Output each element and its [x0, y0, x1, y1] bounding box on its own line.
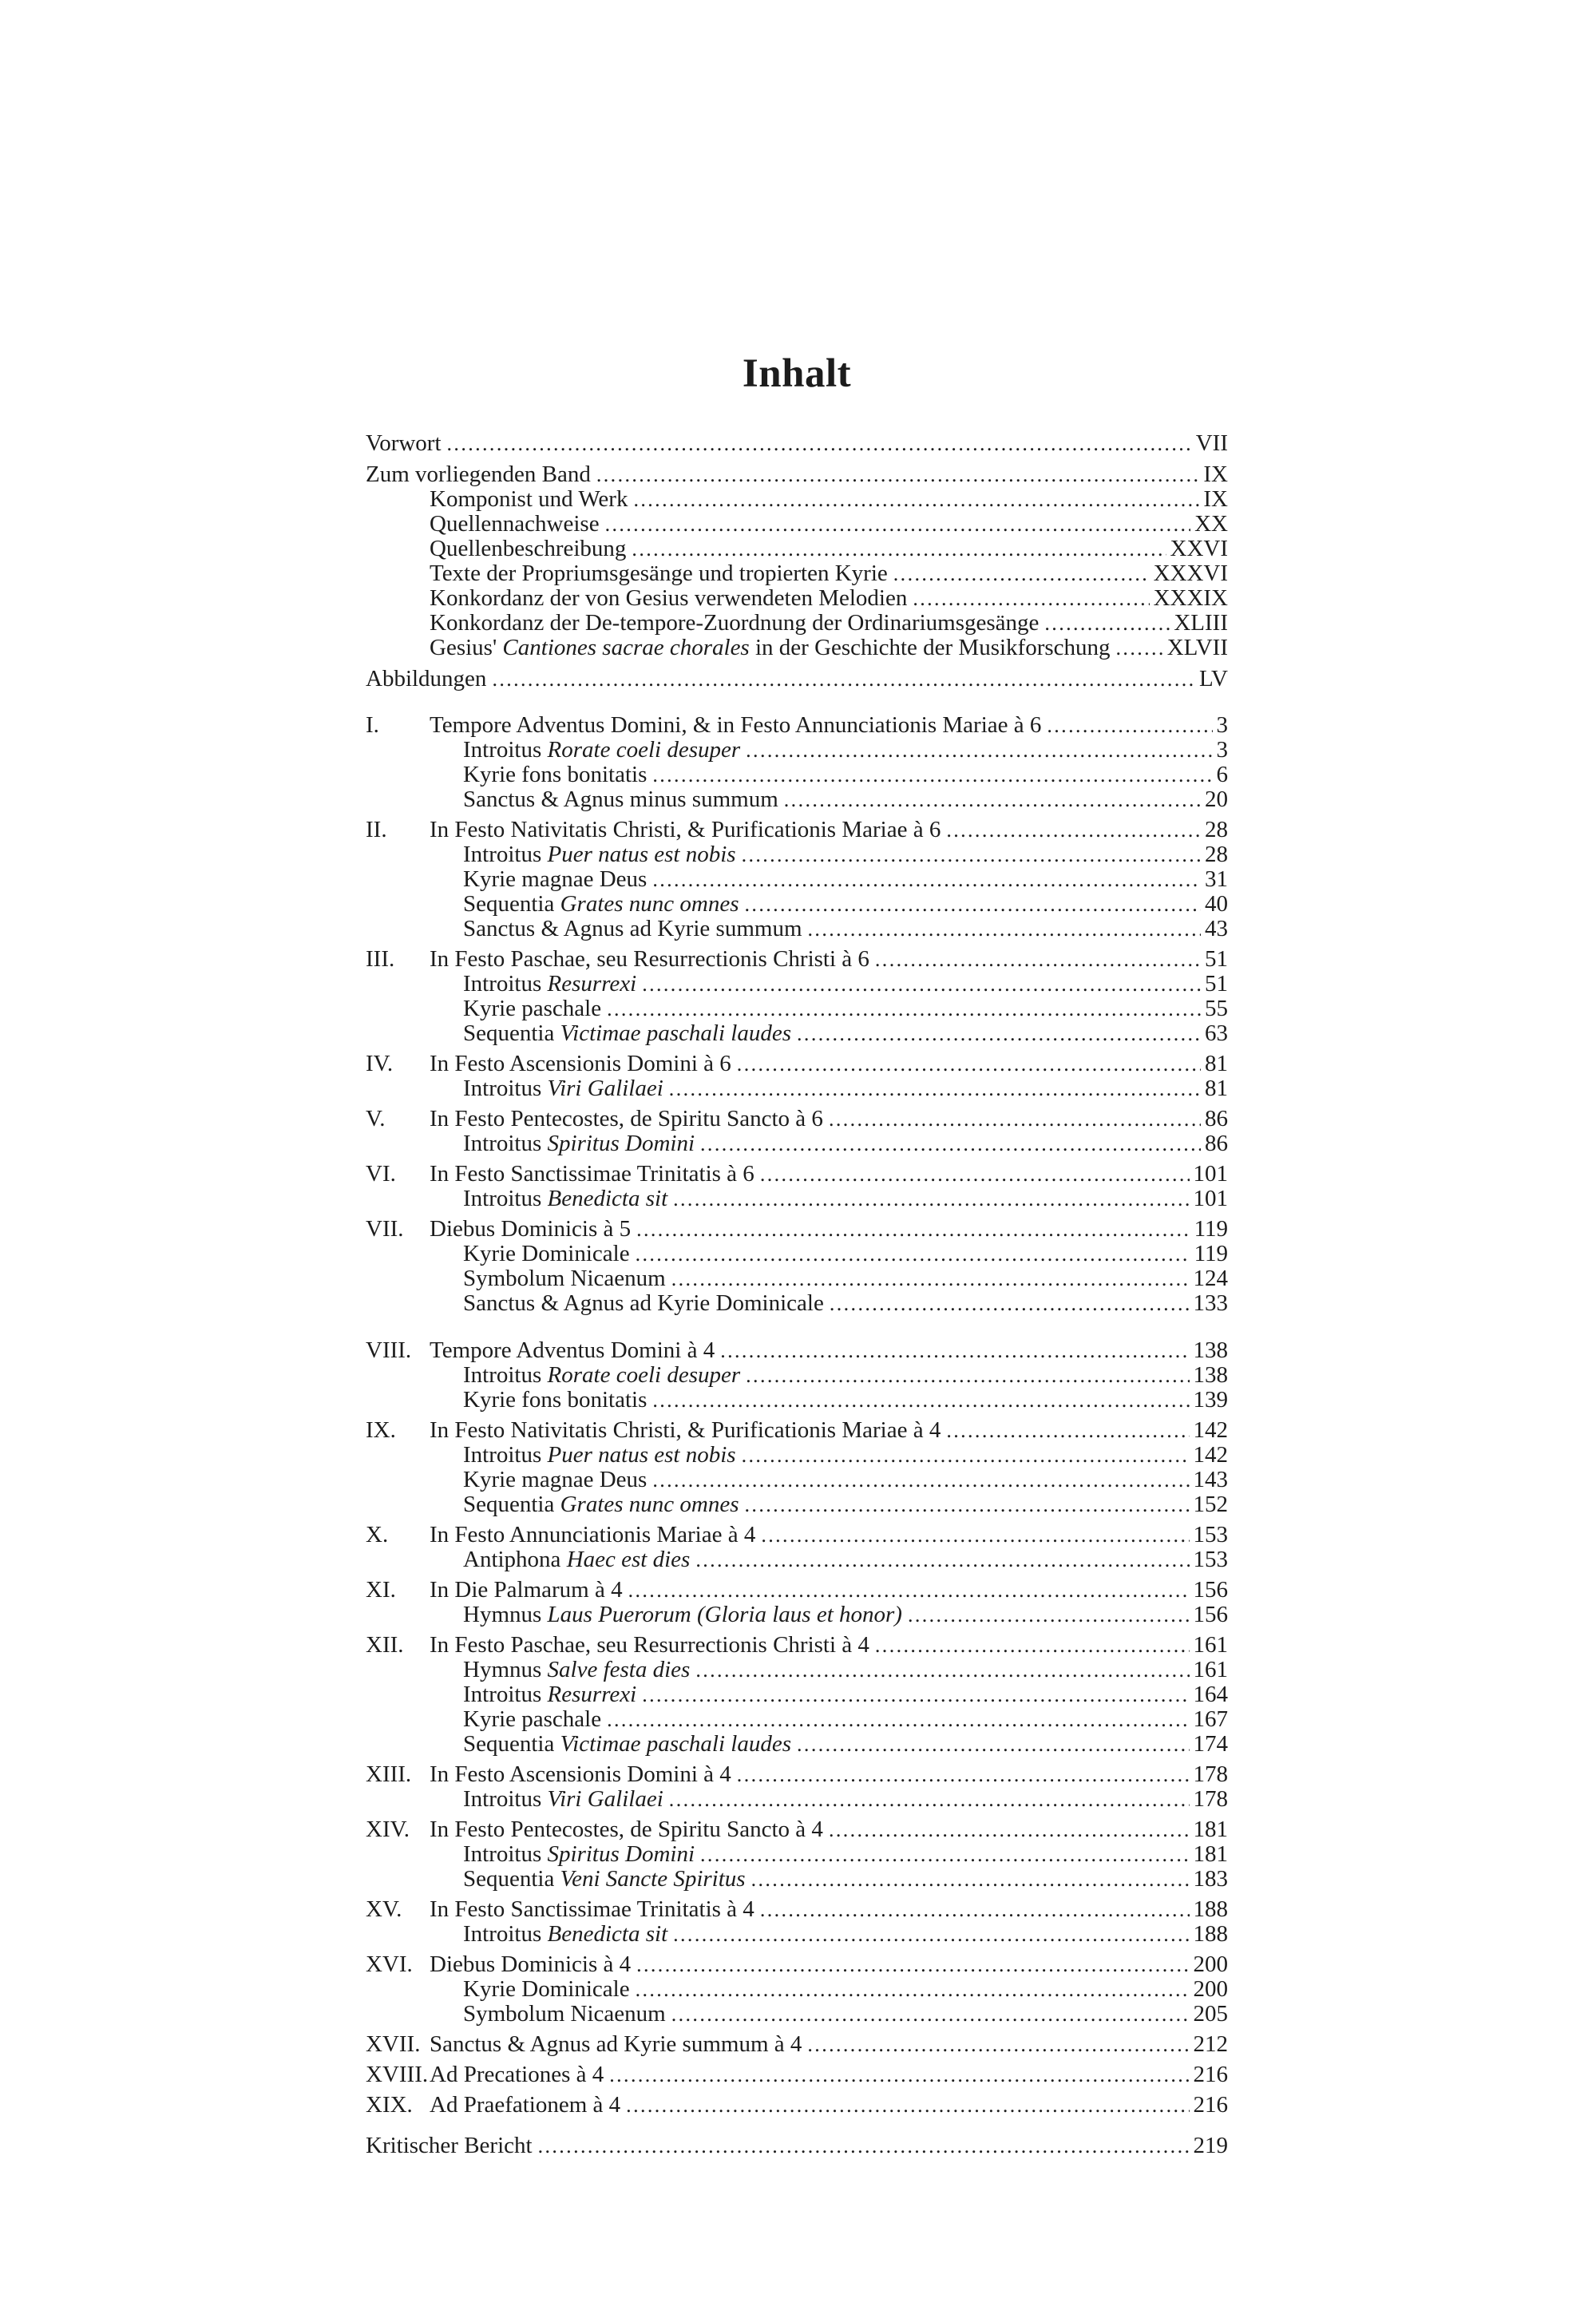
toc-item-page: 81	[1205, 1076, 1228, 1101]
dot-leader	[669, 1787, 1190, 1812]
dot-leader	[636, 1217, 1190, 1242]
dot-leader	[700, 1842, 1189, 1867]
dot-leader	[875, 1633, 1190, 1658]
toc-item-page: 119	[1194, 1216, 1228, 1242]
toc-item-page: 3	[1216, 737, 1228, 763]
toc-entry	[366, 1418, 1228, 1443]
dot-leader	[671, 2002, 1190, 2027]
dot-leader	[596, 462, 1200, 487]
dot-leader	[745, 1492, 1190, 1517]
toc-item-label: Introitus Puer natus est nobis	[463, 1442, 736, 1468]
dot-leader	[695, 1547, 1189, 1572]
toc-entry	[366, 1052, 1228, 1076]
toc-item-numeral: XVIII.	[366, 2062, 429, 2087]
toc-entry	[366, 1897, 1228, 1922]
dot-leader	[626, 2093, 1189, 2118]
toc-item-label: Kyrie fons bonitatis	[463, 1387, 648, 1413]
toc-item-page: 142	[1193, 1442, 1228, 1468]
toc-entry	[366, 1952, 1228, 1977]
toc-item-label: Antiphona Haec est dies	[463, 1547, 691, 1572]
toc-item-page: 101	[1193, 1161, 1228, 1187]
toc-entry	[366, 431, 1228, 456]
toc-entry	[366, 1162, 1228, 1187]
toc-item-page: IX	[1203, 462, 1228, 487]
toc-subentry	[366, 487, 1228, 512]
toc-item-page: 152	[1193, 1492, 1228, 1517]
toc-item-page: XXXVI	[1153, 561, 1228, 586]
toc-item-label: Texte der Propriumsgesänge und tropierten Kyrie	[430, 561, 888, 586]
dot-leader	[746, 738, 1212, 763]
toc-subentry	[366, 1492, 1228, 1517]
dot-leader	[830, 1291, 1190, 1316]
toc-item-label: Zum vorliegenden Band	[366, 462, 591, 487]
dot-leader	[605, 512, 1191, 537]
toc-subentry	[366, 537, 1228, 561]
toc-item-numeral: I.	[366, 712, 379, 738]
toc-subentry	[366, 1682, 1228, 1707]
toc-subentry	[366, 763, 1228, 787]
dot-leader	[829, 1817, 1190, 1842]
toc-subentry	[366, 512, 1228, 537]
dot-leader	[609, 2062, 1189, 2087]
dot-leader	[538, 2134, 1190, 2158]
toc-item-page: 6	[1216, 762, 1228, 787]
toc-subentry	[366, 1922, 1228, 1947]
toc-item-page: VII	[1195, 430, 1228, 456]
toc-subentry	[366, 892, 1228, 917]
toc-item-page: 28	[1205, 842, 1228, 867]
toc-subentry	[366, 1732, 1228, 1757]
toc-item-label: Introitus Puer natus est nobis	[463, 842, 736, 867]
toc-item-label: In Die Palmarum à 4	[430, 1577, 623, 1603]
toc-item-label: Sequentia Victimae paschali laudes	[463, 1731, 792, 1757]
dot-leader	[636, 1242, 1190, 1266]
dot-leader	[745, 892, 1201, 917]
toc-subentry	[366, 1363, 1228, 1388]
dot-leader	[642, 972, 1201, 997]
toc-item-label: In Festo Sanctissimae Trinitatis à 6	[430, 1161, 754, 1187]
toc-subentry	[366, 586, 1228, 611]
toc-item-label: In Festo Paschae, seu Resurrectionis Christi à 4	[430, 1632, 869, 1658]
toc-item-page: 164	[1193, 1682, 1228, 1707]
dot-leader	[636, 1952, 1189, 1977]
toc-item-page: 153	[1193, 1522, 1228, 1547]
toc-subentry	[366, 1076, 1228, 1101]
toc-item-label: Symbolum Nicaenum	[463, 2001, 666, 2027]
dot-leader	[652, 1468, 1189, 1492]
dot-leader	[695, 1658, 1189, 1682]
toc-item-numeral: XVII.	[366, 2031, 421, 2057]
toc-entry	[366, 2032, 1228, 2057]
toc-item-page: 200	[1193, 1951, 1228, 1977]
dot-leader	[751, 1867, 1190, 1892]
toc-subentry	[366, 867, 1228, 892]
toc-subentry	[366, 1443, 1228, 1468]
dot-leader	[636, 1977, 1190, 2002]
toc-item-numeral: IV.	[366, 1051, 394, 1076]
toc-item-page: 63	[1205, 1020, 1228, 1046]
toc-item-numeral: VIII.	[366, 1337, 412, 1363]
toc-subentry	[366, 1187, 1228, 1211]
toc-item-page: 143	[1193, 1467, 1228, 1492]
toc-item-page: 81	[1205, 1051, 1228, 1076]
toc-item-label: In Festo Ascensionis Domini à 6	[430, 1051, 731, 1076]
dot-leader	[720, 1338, 1189, 1363]
toc-item-label: In Festo Ascensionis Domini à 4	[430, 1761, 731, 1787]
dot-leader	[1116, 636, 1163, 660]
content-column	[366, 0, 1228, 2158]
toc-item-label: Kritischer Bericht	[366, 2133, 533, 2158]
toc-item-label: Kyrie Dominicale	[463, 1241, 630, 1266]
toc-entry	[366, 1633, 1228, 1658]
toc-item-label: Introitus Viri Galilaei	[463, 1076, 663, 1101]
toc-entry	[366, 1817, 1228, 1842]
toc-entry	[366, 2093, 1228, 2118]
toc-item-label: In Festo Annunciationis Mariae à 4	[430, 1522, 756, 1547]
toc-item-page: 86	[1205, 1106, 1228, 1131]
front-matter-list	[366, 431, 1228, 691]
toc-item-label: Konkordanz der von Gesius verwendeten Melodien	[430, 585, 908, 611]
toc-item-label: Kyrie paschale	[463, 1706, 602, 1732]
toc-item-label: Introitus Resurrexi	[463, 971, 637, 997]
toc-item-label: Sanctus & Agnus minus summum	[463, 787, 778, 812]
dot-leader	[607, 1707, 1189, 1732]
toc-item-label: Introitus Benedicta sit	[463, 1186, 668, 1211]
dot-leader	[700, 1131, 1201, 1156]
toc-subentry	[366, 1242, 1228, 1266]
toc-item-label: In Festo Sanctissimae Trinitatis à 4	[430, 1896, 754, 1922]
toc-subentry	[366, 1547, 1228, 1572]
toc-item-page: 139	[1193, 1387, 1228, 1413]
toc-item-label: Sequentia Grates nunc omnes	[463, 1492, 739, 1517]
toc-item-page: 219	[1193, 2133, 1228, 2158]
toc-item-page: 212	[1193, 2031, 1228, 2057]
toc-item-numeral: XII.	[366, 1632, 404, 1658]
toc-entry	[366, 667, 1228, 691]
toc-item-page: 55	[1205, 996, 1228, 1021]
dot-leader	[447, 431, 1192, 456]
toc-item-page: 51	[1205, 946, 1228, 972]
toc-item-page: 205	[1193, 2001, 1228, 2027]
toc-item-page: 156	[1193, 1577, 1228, 1603]
toc-item-page: 101	[1193, 1186, 1228, 1211]
closing-list	[366, 2134, 1228, 2158]
toc-entry	[366, 1107, 1228, 1131]
toc-item-label: Kyrie magnae Deus	[463, 1467, 648, 1492]
toc-entry	[366, 1523, 1228, 1547]
toc-item-page: 142	[1193, 1417, 1228, 1443]
toc-item-page: 161	[1193, 1632, 1228, 1658]
toc-entry	[366, 1762, 1228, 1787]
toc-item-numeral: VII.	[366, 1216, 404, 1242]
main-works-list	[366, 713, 1228, 2118]
dot-leader	[746, 1363, 1189, 1388]
toc-item-page: 181	[1193, 1841, 1228, 1867]
toc-item-numeral: II.	[366, 817, 387, 842]
toc-item-page: 174	[1193, 1731, 1228, 1757]
toc-item-numeral: VI.	[366, 1161, 396, 1187]
toc-subentry	[366, 787, 1228, 812]
toc-item-label: Diebus Dominicis à 4	[430, 1951, 632, 1977]
toc-subentry	[366, 917, 1228, 941]
toc-item-numeral: XIII.	[366, 1761, 412, 1787]
toc-item-label: Introitus Rorate coeli desuper	[463, 1362, 741, 1388]
dot-leader	[875, 947, 1201, 972]
toc-item-label: Tempore Adventus Domini à 4	[430, 1337, 715, 1363]
toc-item-label: Sequentia Victimae paschali laudes	[463, 1020, 792, 1046]
toc-item-page: 43	[1205, 916, 1228, 941]
toc-item-numeral: XVI.	[366, 1951, 413, 1977]
toc-subentry	[366, 1977, 1228, 2002]
toc-subentry	[366, 1021, 1228, 1046]
toc-entry	[366, 462, 1228, 487]
toc-item-numeral: XV.	[366, 1896, 402, 1922]
dot-leader	[797, 1021, 1201, 1046]
dot-leader	[1044, 611, 1170, 636]
toc-item-label: Symbolum Nicaenum	[463, 1266, 666, 1291]
toc-item-page: 167	[1193, 1706, 1228, 1732]
dot-leader	[628, 1578, 1190, 1603]
dot-leader	[807, 2032, 1189, 2057]
dot-leader	[632, 537, 1166, 561]
toc-item-label: Introitus Rorate coeli desuper	[463, 737, 741, 763]
toc-item-page: 181	[1193, 1817, 1228, 1842]
toc-item-page: 188	[1193, 1896, 1228, 1922]
toc-item-label: Hymnus Laus Puerorum (Gloria laus et honor)	[463, 1602, 902, 1627]
toc-item-label: Hymnus Salve festa dies	[463, 1657, 691, 1682]
toc-item-page: 178	[1193, 1761, 1228, 1787]
dot-leader	[760, 1162, 1190, 1187]
toc-item-label: Diebus Dominicis à 5	[430, 1216, 632, 1242]
toc-item-numeral: X.	[366, 1522, 389, 1547]
toc-item-label: Quellenbeschreibung	[430, 536, 627, 561]
toc-item-label: Kyrie magnae Deus	[463, 866, 648, 892]
dot-leader	[652, 867, 1201, 892]
toc-item-label: Kyrie Dominicale	[463, 1976, 630, 2002]
toc-subentry	[366, 636, 1228, 660]
dot-leader	[642, 1682, 1189, 1707]
toc-item-page: 119	[1194, 1241, 1228, 1266]
dot-leader	[946, 1418, 1189, 1443]
toc-item-label: Sanctus & Agnus ad Kyrie summum à 4	[430, 2031, 802, 2057]
toc-item-label: Komponist und Werk	[430, 486, 628, 512]
dot-leader	[760, 1897, 1190, 1922]
toc-entry	[366, 2134, 1228, 2158]
dot-leader	[607, 997, 1201, 1021]
dot-leader	[673, 1922, 1189, 1947]
dot-leader	[797, 1732, 1189, 1757]
toc-item-numeral: IX.	[366, 1417, 396, 1443]
toc-subentry	[366, 611, 1228, 636]
toc-item-page: 40	[1205, 891, 1228, 917]
toc-item-label: Sanctus & Agnus ad Kyrie summum	[463, 916, 802, 941]
toc-item-label: Introitus Resurrexi	[463, 1682, 637, 1707]
toc-item-label: In Festo Nativitatis Christi, & Purificationis Mariae à 6	[430, 817, 941, 842]
dot-leader	[737, 1762, 1190, 1787]
page-title: Inhalt	[742, 351, 852, 396]
dot-leader	[808, 917, 1201, 941]
toc-item-page: 138	[1193, 1337, 1228, 1363]
toc-item-page: 138	[1193, 1362, 1228, 1388]
toc-item-page: 28	[1205, 817, 1228, 842]
toc-item-label: Kyrie fons bonitatis	[463, 762, 648, 787]
dot-leader	[737, 1052, 1201, 1076]
dot-leader	[946, 818, 1201, 842]
dot-leader	[913, 586, 1149, 611]
dot-leader	[652, 763, 1212, 787]
toc-item-page: 133	[1193, 1290, 1228, 1316]
toc-item-page: LV	[1199, 666, 1228, 691]
toc-item-page: 200	[1193, 1976, 1228, 2002]
toc-item-label: Ad Precationes à 4	[430, 2062, 604, 2087]
toc-item-label: In Festo Paschae, seu Resurrectionis Christi à 6	[430, 946, 869, 972]
toc-entry	[366, 2062, 1228, 2087]
dot-leader	[1047, 713, 1212, 738]
toc-subentry	[366, 1787, 1228, 1812]
dot-leader	[673, 1187, 1189, 1211]
toc-item-page: 216	[1193, 2062, 1228, 2087]
toc-item-page: XXXIX	[1153, 585, 1228, 611]
toc-item-page: XLVII	[1166, 635, 1228, 660]
dot-leader	[742, 1443, 1190, 1468]
toc-item-page: 178	[1193, 1786, 1228, 1812]
toc-item-label: Gesius' Cantiones sacrae chorales in der Geschichte der Musikforschung	[430, 635, 1111, 660]
toc-subentry	[366, 1388, 1228, 1413]
dot-leader	[761, 1523, 1189, 1547]
toc-item-page: 3	[1216, 712, 1228, 738]
dot-leader	[492, 667, 1195, 691]
toc-subentry	[366, 1131, 1228, 1156]
toc-subentry	[366, 1842, 1228, 1867]
toc-item-page: 183	[1193, 1866, 1228, 1892]
dot-leader	[784, 787, 1201, 812]
toc-subentry	[366, 842, 1228, 867]
toc-item-label: Sequentia Grates nunc omnes	[463, 891, 739, 917]
toc-item-label: Kyrie paschale	[463, 996, 602, 1021]
toc-item-label: Introitus Spiritus Domini	[463, 1841, 695, 1867]
toc-item-page: 20	[1205, 787, 1228, 812]
toc-item-page: XLIII	[1174, 610, 1228, 636]
dot-leader	[652, 1388, 1189, 1413]
toc-item-label: Ad Praefationem à 4	[430, 2092, 621, 2118]
toc-entry	[366, 1338, 1228, 1363]
toc-item-page: IX	[1203, 486, 1228, 512]
dot-leader	[633, 487, 1199, 512]
dot-leader	[908, 1603, 1190, 1627]
toc-item-page: XX	[1194, 511, 1228, 537]
toc-item-numeral: XI.	[366, 1577, 396, 1603]
toc-subentry	[366, 1266, 1228, 1291]
toc-item-label: Quellennachweise	[430, 511, 600, 537]
toc-item-label: Tempore Adventus Domini, & in Festo Annunciationis Mariae à 6	[430, 712, 1042, 738]
toc-entry	[366, 947, 1228, 972]
dot-leader	[893, 561, 1150, 586]
toc-subentry	[366, 1867, 1228, 1892]
dot-leader	[669, 1076, 1201, 1101]
toc-subentry	[366, 972, 1228, 997]
dot-leader	[829, 1107, 1201, 1131]
toc-item-label: In Festo Nativitatis Christi, & Purificationis Mariae à 4	[430, 1417, 941, 1443]
toc-item-label: In Festo Pentecostes, de Spiritu Sancto à 4	[430, 1817, 823, 1842]
toc-item-numeral: XIV.	[366, 1817, 410, 1842]
toc-item-page: 216	[1193, 2092, 1228, 2118]
dot-leader	[742, 842, 1201, 867]
toc-entry	[366, 1578, 1228, 1603]
toc-item-page: XXVI	[1170, 536, 1228, 561]
toc-item-numeral: V.	[366, 1106, 386, 1131]
toc-item-label: Konkordanz der De-tempore-Zuordnung der Ordinariumsgesänge	[430, 610, 1040, 636]
toc-item-page: 156	[1193, 1602, 1228, 1627]
toc-item-label: In Festo Pentecostes, de Spiritu Sancto à 6	[430, 1106, 823, 1131]
toc-item-label: Introitus Viri Galilaei	[463, 1786, 663, 1812]
toc-item-label: Sequentia Veni Sancte Spiritus	[463, 1866, 746, 1892]
toc-subentry	[366, 1658, 1228, 1682]
toc-item-label: Abbildungen	[366, 666, 487, 691]
toc-entry	[366, 818, 1228, 842]
toc-subentry	[366, 2002, 1228, 2027]
toc-subentry	[366, 738, 1228, 763]
toc-subentry	[366, 1603, 1228, 1627]
toc-item-page: 188	[1193, 1921, 1228, 1947]
toc-subentry	[366, 1707, 1228, 1732]
toc-subentry	[366, 561, 1228, 586]
toc-subentry	[366, 1291, 1228, 1316]
toc-item-page: 86	[1205, 1131, 1228, 1156]
toc-item-label: Vorwort	[366, 430, 442, 456]
toc-item-page: 124	[1193, 1266, 1228, 1291]
toc-item-numeral: III.	[366, 946, 395, 972]
toc-item-label: Introitus Benedicta sit	[463, 1921, 668, 1947]
toc-item-page: 31	[1205, 866, 1228, 892]
toc-entry	[366, 1217, 1228, 1242]
dot-leader	[671, 1266, 1190, 1291]
toc-item-page: 161	[1193, 1657, 1228, 1682]
toc-item-page: 153	[1193, 1547, 1228, 1572]
toc-item-label: Introitus Spiritus Domini	[463, 1131, 695, 1156]
toc-entry	[366, 713, 1228, 738]
toc-item-numeral: XIX.	[366, 2092, 413, 2118]
toc-subentry	[366, 1468, 1228, 1492]
toc-item-page: 51	[1205, 971, 1228, 997]
toc-item-label: Sanctus & Agnus ad Kyrie Dominicale	[463, 1290, 824, 1316]
toc-subentry	[366, 997, 1228, 1021]
